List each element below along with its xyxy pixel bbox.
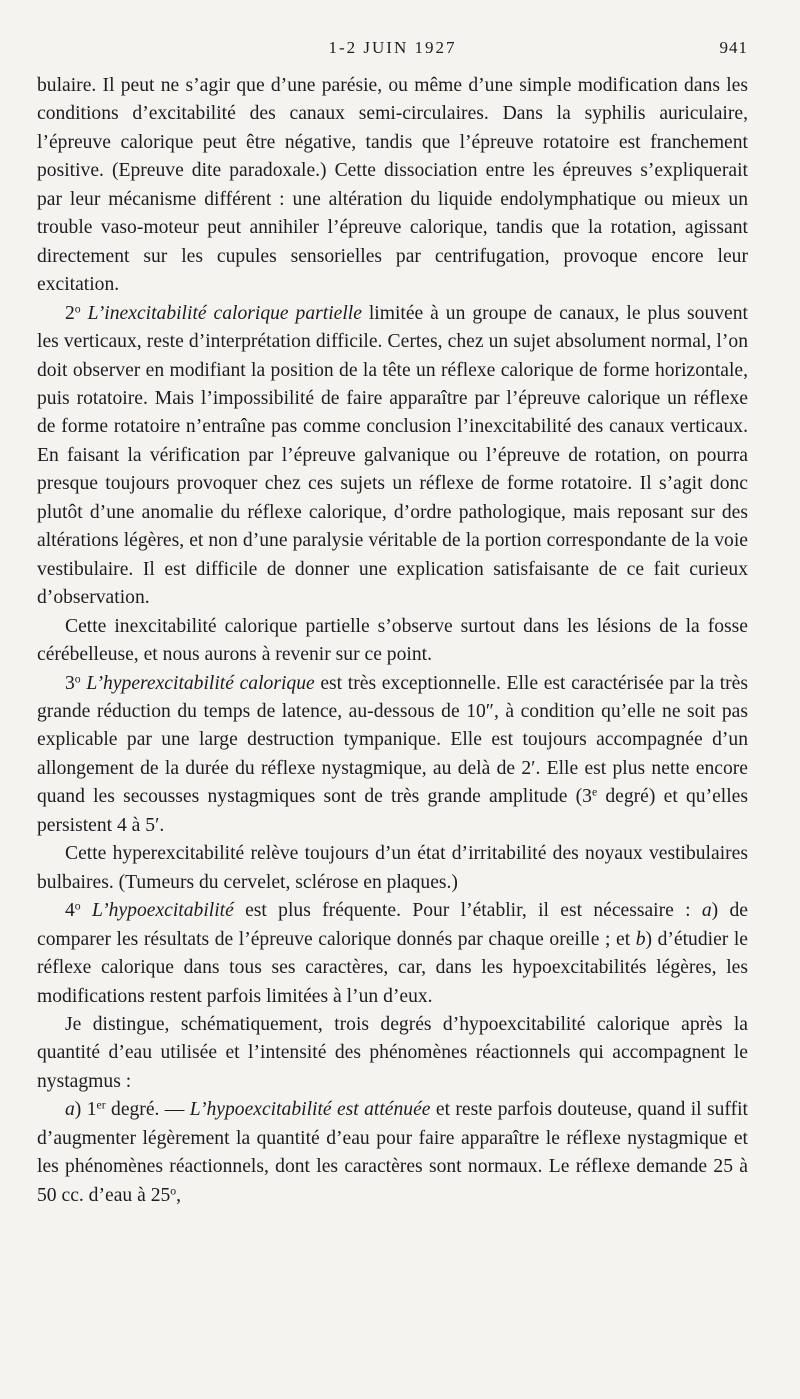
italic-text: L’hypoexcitabilité est atténuée: [189, 1099, 431, 1121]
text-run: Cette hyperexcitabilité relève toujours d’un état d’irritabilité des noyaux vestibulaires bulbaires. (Tumeurs du cervelet, sclérose en plaques.): [37, 843, 748, 893]
text-run: degré) et qu’elles persistent 4 à 5′.: [37, 786, 748, 836]
superscript: o: [74, 899, 81, 913]
superscript: o: [74, 302, 81, 316]
paragraph: [37, 300, 748, 613]
italic-text: L’hyperexcitabilité calorique: [86, 672, 315, 694]
paragraph: [37, 1011, 748, 1096]
page-number: 941: [719, 38, 748, 57]
text-run: ) d’étudier le réflexe calorique dans tous ses caractères, car, dans les hypoexcitabilités légères, les modifications restent parfois limitées à l’un d’eux.: [37, 928, 748, 1007]
text-run: Je distingue, schématiquement, trois degrés d’hypoexcitabilité calorique après la quantité d’eau utilisée et l’intensité des phénomènes réactionnels qui accompagnent le nystagmus :: [37, 1013, 748, 1092]
paragraph: [37, 670, 748, 841]
italic-text: b: [635, 928, 646, 950]
text-run: 3: [65, 672, 75, 694]
paragraph: [37, 840, 748, 897]
italic-text: a: [701, 900, 712, 922]
italic-text: a: [65, 1099, 75, 1121]
superscript: e: [591, 785, 598, 799]
superscript: er: [96, 1098, 106, 1112]
text-run: [81, 303, 88, 324]
issue-date: 1-2 JUIN 1927: [328, 38, 457, 57]
paragraph: [37, 613, 748, 670]
text-run: est très exceptionnelle. Elle est caractérisée par la très grande réduction du temps de latence, au-dessous de 10″, à condition qu’elle ne soit pas explicable par une large destruction tympanique. Elle est toujours accompagnée d’un allongement de la durée du réflexe nystagmique, au delà de 2′. Elle est plus nette encore quand les secousses nystagmiques sont de très grande amplitude (3: [37, 672, 748, 808]
text-run: ,: [176, 1184, 182, 1206]
text-run: et reste parfois douteuse, quand il suffit d’augmenter légèrement la quantité d’eau pour faire apparaître le réflexe nystagmique et les phénomènes réactionnels, dont les caractères sont normaux. Le réflexe demande 25 à 50 cc. d’eau à 25: [37, 1099, 748, 1206]
superscript: o: [74, 672, 81, 686]
superscript: o: [170, 1184, 177, 1198]
italic-text: L’hypoexcitabilité: [91, 900, 234, 922]
text-run: ) de comparer les résultats de l’épreuve calorique donnés par chaque oreille ; et: [37, 900, 748, 950]
text-run: [81, 900, 92, 921]
text-run: ) 1: [74, 1099, 97, 1121]
text-run: limitée à un groupe de canaux, le plus souvent les verticaux, reste d’interprétation difficile. Certes, chez un sujet absolument normal, l’on doit observer en modifiant la position de la tête un réflexe calorique de forme horizontale, puis rotatoire. Mais l’impossibilité de faire apparaître par l’épreuve calorique un réflexe de forme rotatoire n’entraîne pas comme conclusion l’inexcitabilité des canaux verticaux. En faisant la vérification par l’épreuve galvanique ou l’épreuve de rotation, on pourra presque toujours provoquer chez ces sujets un réflexe de forme rotatoire. Il s’agit donc plutôt d’une anomalie du réflexe calorique, d’ordre pathologique, mais reposant sur des altérations légères, et non d’une paralysie véritable de la portion correspondante de la voie vestibulaire. Il est difficile de donner une explication satisfaisante de ce fait curieux d’observation.: [37, 302, 748, 609]
body-text: [37, 72, 748, 1210]
text-run: 2: [65, 302, 75, 324]
text-run: degré. —: [105, 1099, 190, 1121]
text-run: est plus fréquente. Pour l’établir, il est nécessaire :: [233, 900, 702, 922]
text-run: Cette inexcitabilité calorique partielle s’observe surtout dans les lésions de la fosse cérébelleuse, et nous aurons à revenir sur ce point.: [37, 615, 748, 666]
paragraph: [37, 72, 748, 300]
paragraph: [37, 897, 748, 1011]
text-run: bulaire. Il peut ne s’agir que d’une parésie, ou même d’une simple modification dans les conditions d’excitabilité des canaux semi-circulaires. Dans la syphilis auriculaire, l’épreuve calorique peut être négative, tandis que l’épreuve rotatoire est franchement positive. (Epreuve dite paradoxale.) Cette dissociation entre les épreuves s’expliquerait par leur mécanisme différent : une altération du liquide endolymphatique ou mieux un trouble vaso-moteur peut annihiler l’épreuve calorique, tandis que la rotation, agissant directement sur les cupules sensorielles par centrifugation, provoque encore leur excitation.: [37, 75, 748, 296]
italic-text: L’inexcitabilité calorique partielle: [87, 302, 362, 324]
paragraph: [37, 1096, 748, 1210]
running-header: [37, 38, 748, 62]
text-run: 4: [65, 900, 75, 922]
